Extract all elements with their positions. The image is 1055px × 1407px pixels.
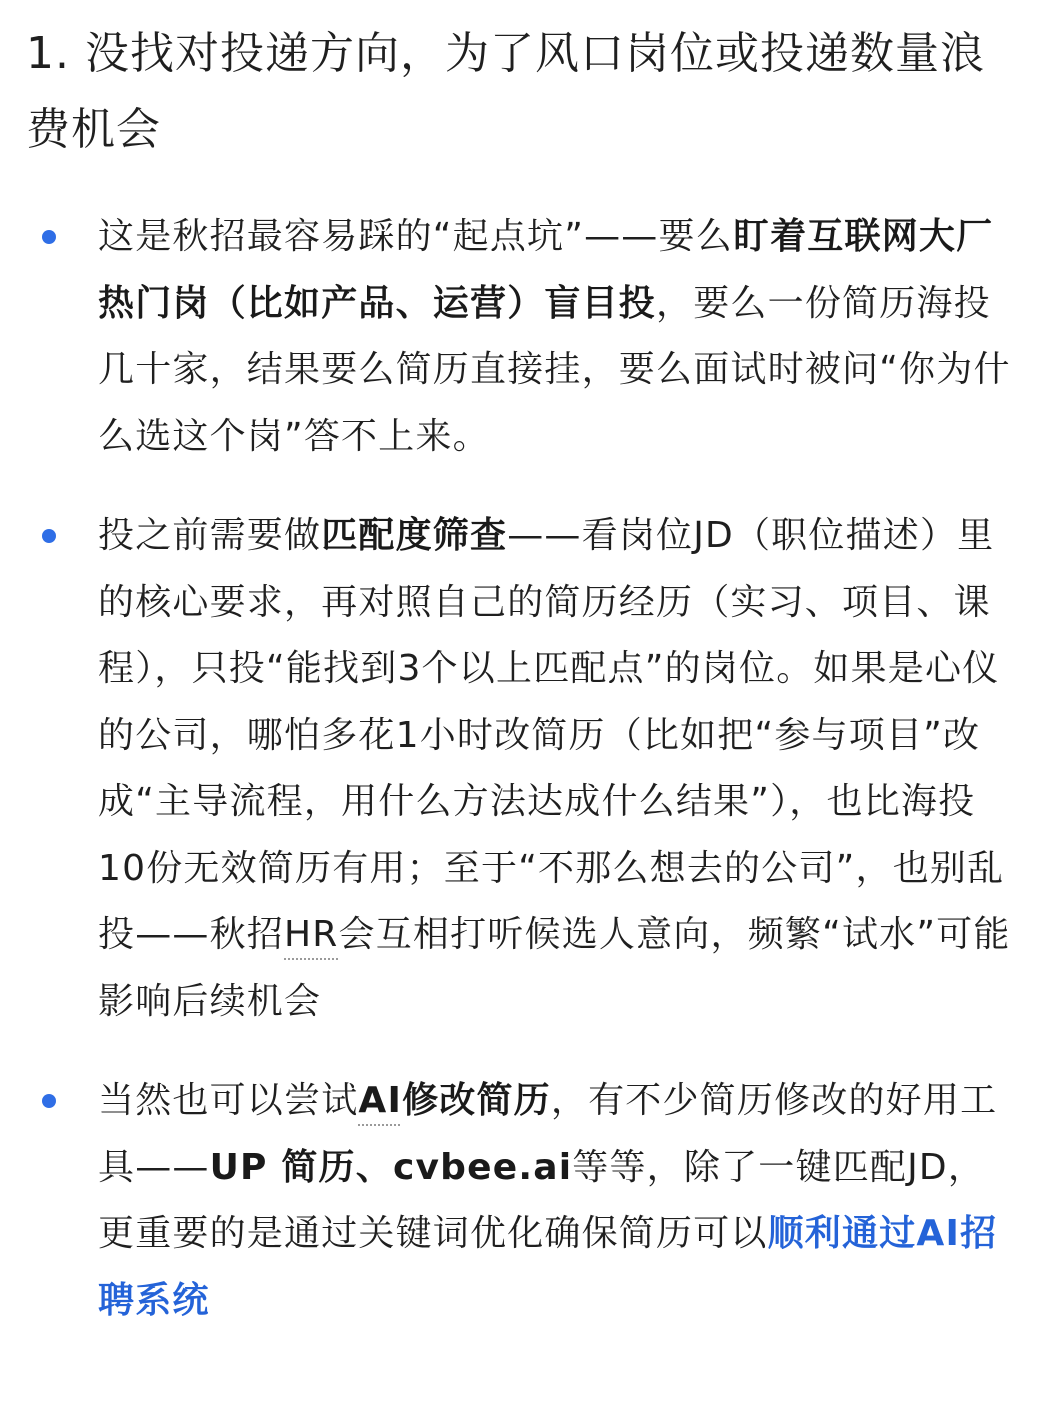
emphasis-text: UP 简历、cvbee.ai xyxy=(209,1146,573,1188)
text-run: 当然也可以尝试 xyxy=(98,1080,359,1121)
bullet-list xyxy=(26,204,1015,1334)
ai-recruiting-system-link[interactable]: 顺利通过AI招聘系统 xyxy=(98,1213,998,1321)
text-run: 这是秋招最容易踩的“起点坑”——要么 xyxy=(98,216,733,257)
term-ai-annotation[interactable]: AI xyxy=(358,1080,403,1121)
term-hr-annotation[interactable]: HR xyxy=(284,914,339,955)
section-heading: 1. 没找对投递方向，为了风口岗位或投递数量浪费机会 xyxy=(26,28,985,155)
emphasis-text: 修改简历 xyxy=(402,1080,551,1121)
bullet-item-3 xyxy=(26,1068,1015,1334)
bullet-dot-icon xyxy=(42,1094,56,1108)
text-run: ，有不少简历修改的好用工具—— xyxy=(98,1080,998,1188)
text-run: 会互相打听候选人意向，频繁“试水”可能影响后续机会 xyxy=(98,914,1011,1022)
bullet-dot-icon xyxy=(42,529,56,543)
bullet-dot-icon xyxy=(42,230,56,244)
emphasis-text: 匹配度筛查 xyxy=(321,515,508,556)
bullet-item-2 xyxy=(26,503,1015,1035)
emphasis-text: 盯着互联网大厂热门岗（比如产品、运营）盲目投 xyxy=(98,216,994,324)
text-run: 投之前需要做 xyxy=(98,515,322,556)
text-run: ——看岗位JD（职位描述）里的核心要求，再对照自己的简历经历（实习、项目、课程），只投“能找到3个以上匹配点”的岗位。如果是心仪的公司，哪怕多花1小时改简历（比如把“参与项目”改成“主导流程，用什么方法达成什么结果”），也比海投10份无效简历有用；至于“不那么想去的公司”，也别乱投——秋招 xyxy=(98,515,1005,955)
bullet-item-1 xyxy=(26,204,1015,470)
text-run: 等等，除了一键匹配JD，更重要的是通过关键词优化确保简历可以 xyxy=(98,1146,986,1254)
text-run: ，要么一份简历海投几十家，结果要么简历直接挂，要么面试时被问“你为什么选这个岗”答不上来。 xyxy=(98,282,1011,457)
